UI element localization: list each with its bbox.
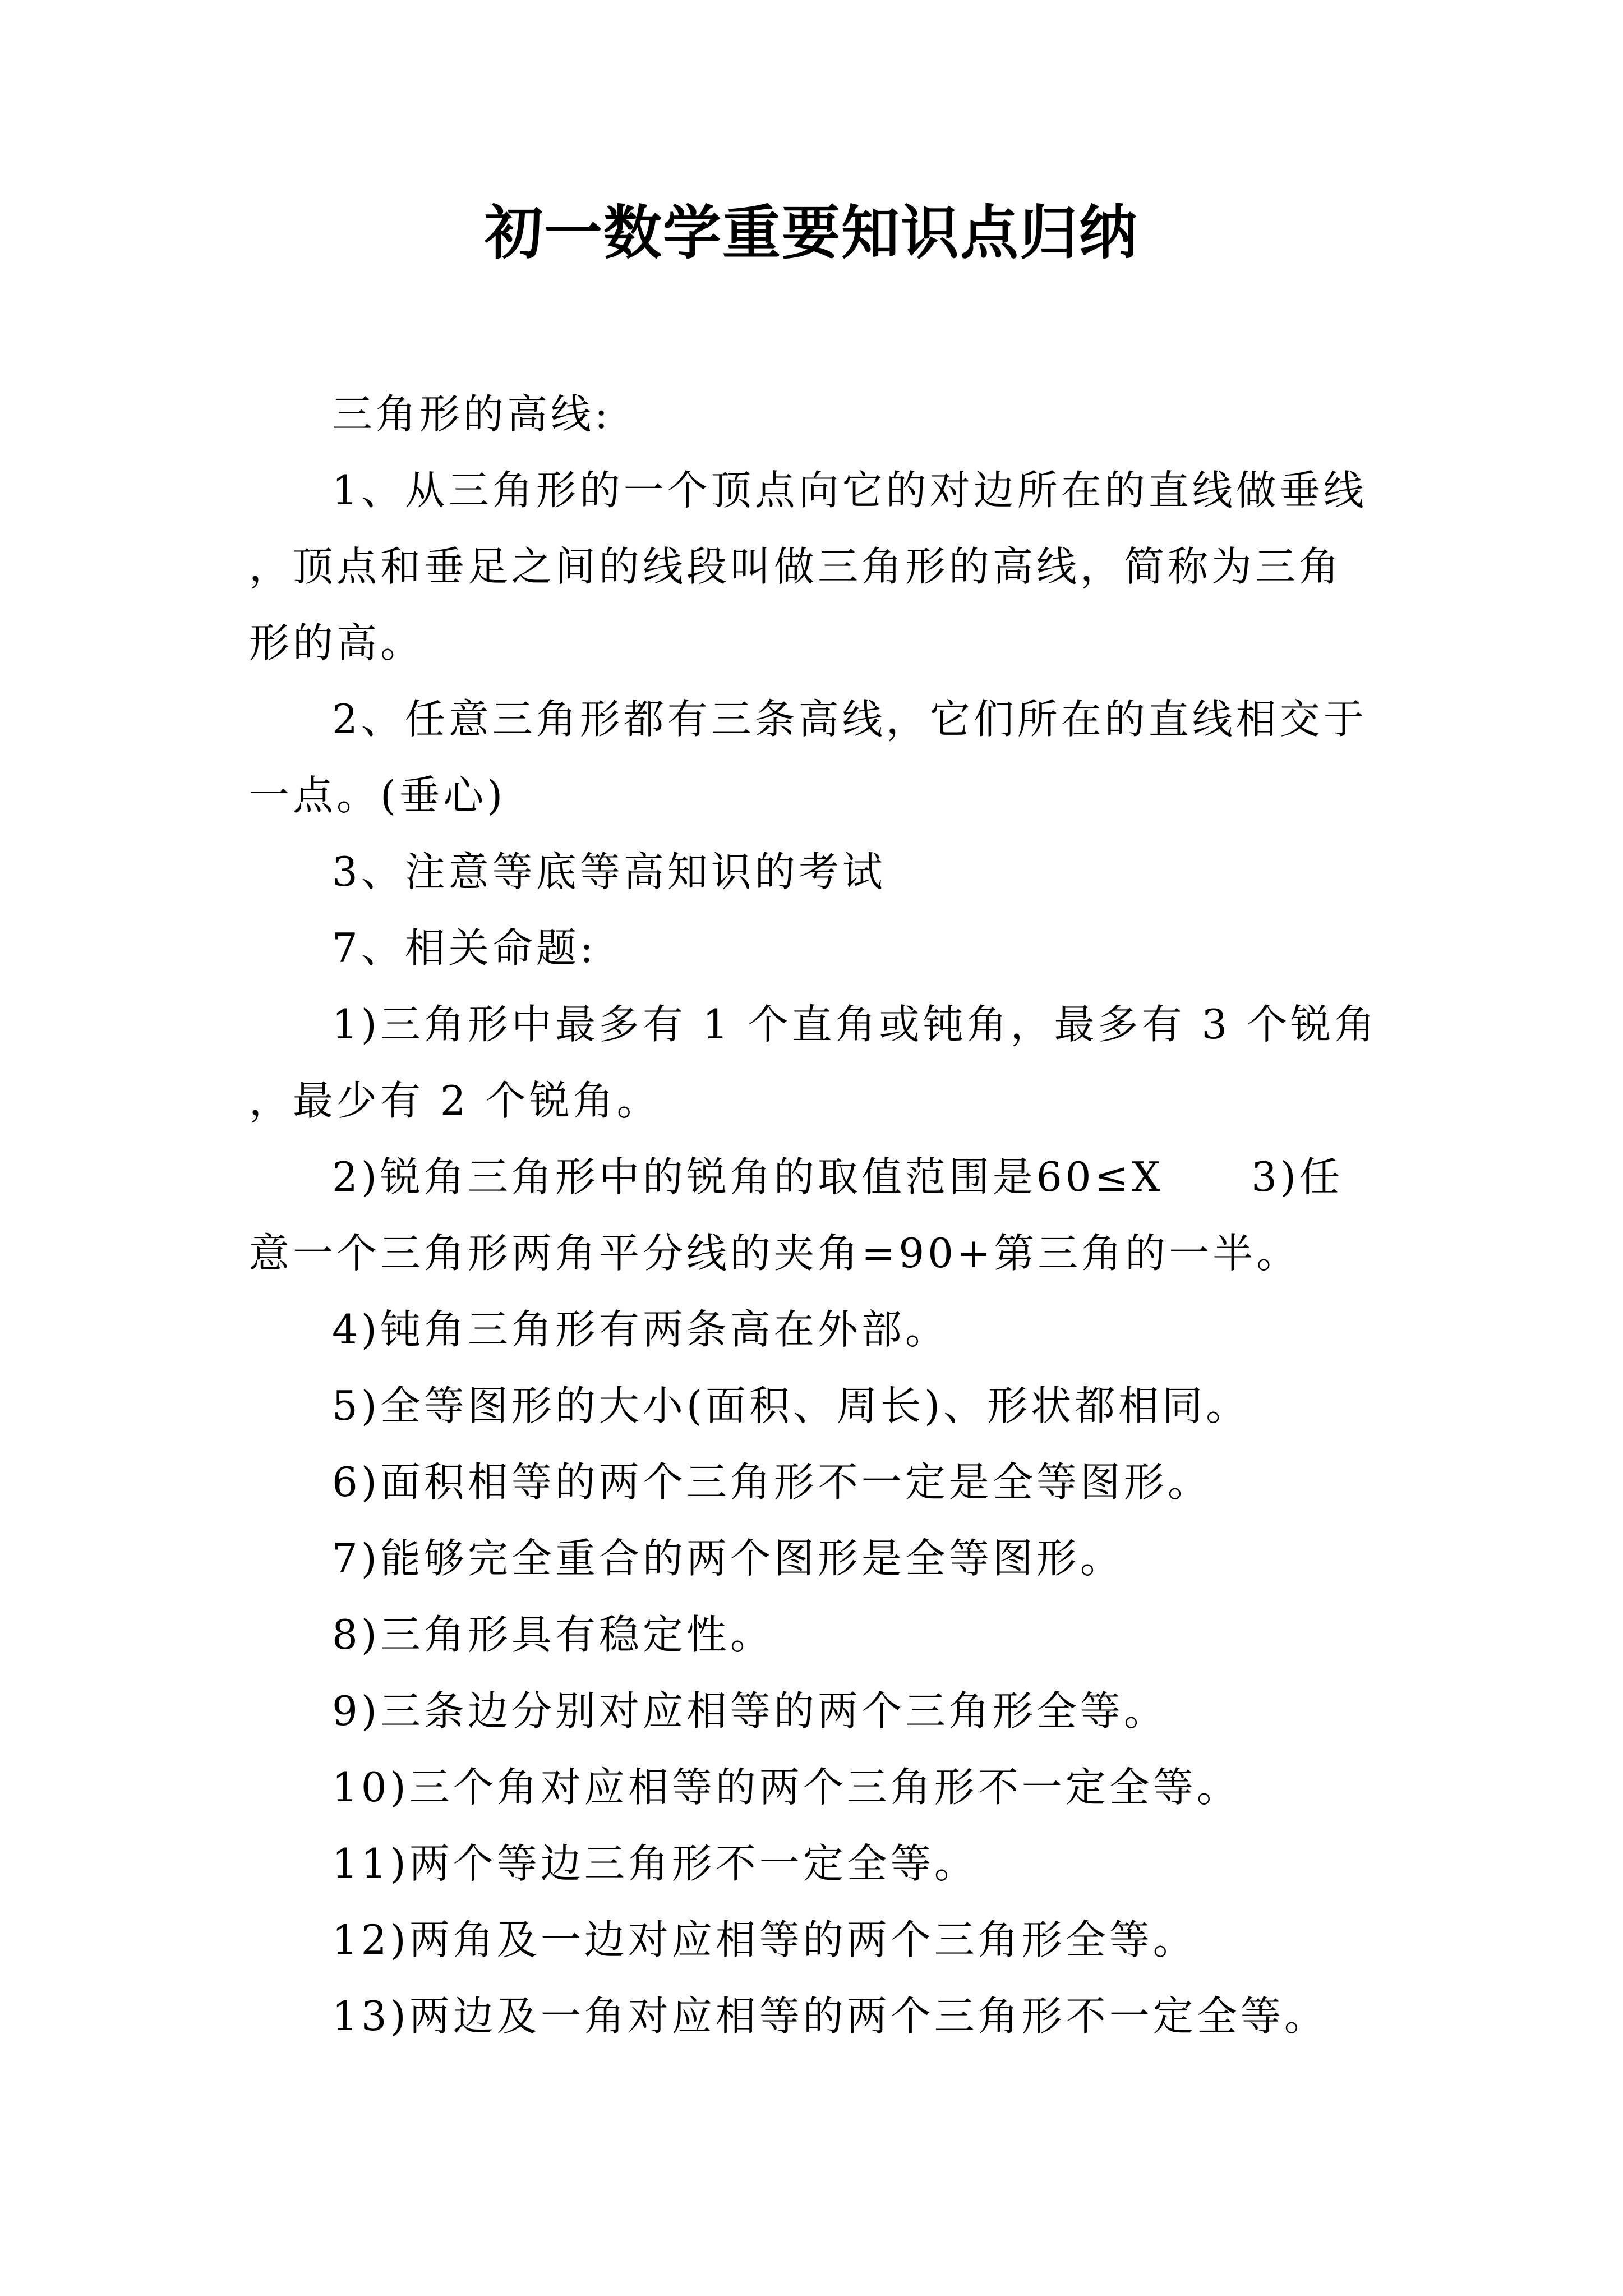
paragraph-proposition-7: 7)能够完全重合的两个图形是全等图形。 [332, 1535, 1124, 1582]
document-body [249, 376, 1382, 2054]
paragraph-proposition-10: 10)三个角对应相等的两个三角形不一定全等。 [332, 1764, 1241, 1811]
paragraph-proposition-11: 11)两个等边三角形不一定全等。 [332, 1840, 978, 1887]
paragraph-proposition-9: 9)三条边分别对应相等的两个三角形全等。 [332, 1687, 1168, 1734]
paragraph-orthocenter: 2、任意三角形都有三条高线，它们所在的直线相交于一点。(垂心) [249, 696, 1367, 819]
paragraph-equal-base-height: 3、注意等底等高知识的考试 [332, 848, 886, 895]
paragraph-proposition-8: 8)三角形具有稳定性。 [332, 1611, 774, 1658]
paragraph-proposition-13: 13)两边及一角对应相等的两个三角形不一定全等。 [332, 1993, 1328, 2040]
paragraph-proposition-12: 12)两角及一边对应相等的两个三角形全等。 [332, 1916, 1197, 1963]
paragraph-proposition-4: 4)钝角三角形有两条高在外部。 [332, 1306, 949, 1353]
paragraph-altitude-definition: 1、从三角形的一个顶点向它的对边所在的直线做垂线，顶点和垂足之间的线段叫做三角形的高线，简称为三角形的高。 [249, 467, 1367, 666]
paragraph-proposition-2-3: 2)锐角三角形中的锐角的取值范围是60≤X 3)任意一个三角形两角平分线的夹角=90+第三角的一半。 [249, 1153, 1344, 1277]
paragraph-proposition-1: 1)三角形中最多有 1 个直角或钝角，最多有 3 个锐角，最少有 2 个锐角。 [249, 1001, 1378, 1124]
paragraph-altitude-heading: 三角形的高线: [332, 390, 612, 438]
paragraph-proposition-5: 5)全等图形的大小(面积、周长)、形状都相同。 [332, 1382, 1250, 1429]
paragraph-propositions-heading: 7、相关命题: [332, 924, 597, 972]
document-title: 初一数学重要知识点归纳 [484, 198, 1138, 267]
paragraph-proposition-6: 6)面积相等的两个三角形不一定是全等图形。 [332, 1458, 1211, 1506]
